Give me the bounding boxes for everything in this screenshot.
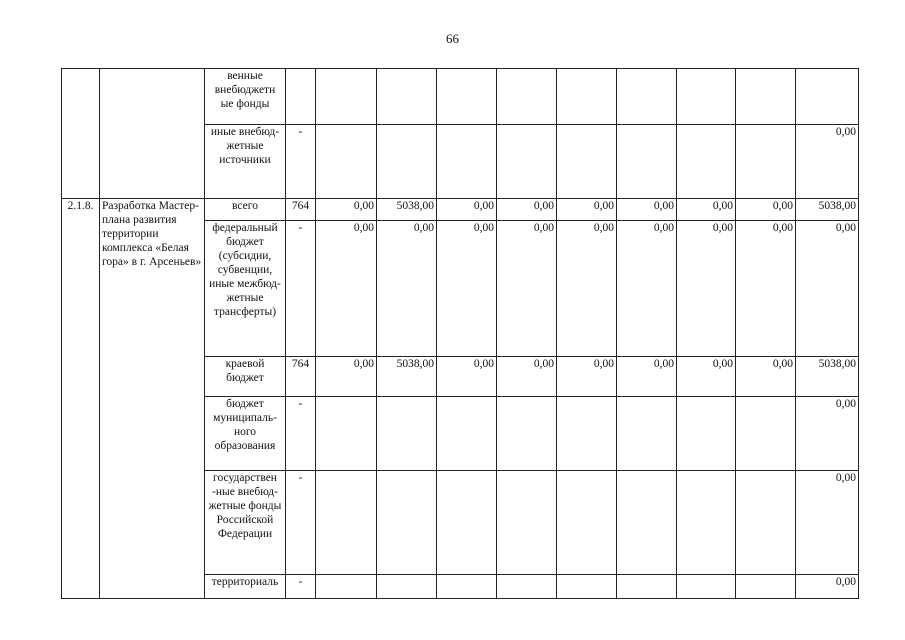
funding-source-cell: государствен -ные внебюд- жетные фонды Российской Федерации: [205, 471, 286, 575]
table-row: [62, 199, 859, 221]
page-number: 66: [446, 31, 459, 46]
value-cell: [736, 471, 796, 575]
funding-source-cell: всего: [205, 199, 286, 221]
continuation-name-cell: [100, 69, 205, 199]
code-cell: -: [286, 125, 316, 199]
value-cell: 0,00: [677, 221, 736, 357]
value-cell: 0,00: [316, 199, 377, 221]
value-cell: [677, 69, 736, 125]
value-cell: 0,00: [617, 199, 677, 221]
value-cell: [437, 575, 497, 599]
value-cell: 0,00: [796, 471, 859, 575]
value-cell: [617, 69, 677, 125]
value-cell: [437, 69, 497, 125]
item-name: Разработка Мастер-плана развития территории комплекса «Белая гора» в г. Арсеньев»: [100, 199, 205, 599]
value-cell: 0,00: [316, 357, 377, 397]
code-cell: -: [286, 221, 316, 357]
value-cell: [677, 397, 736, 471]
funding-source-cell: федеральный бюджет (субсидии, субвенции, иные межбюд- жетные трансферты): [205, 221, 286, 357]
value-cell: 0,00: [796, 221, 859, 357]
value-cell: 0,00: [617, 221, 677, 357]
value-cell: 0,00: [377, 221, 437, 357]
value-cell: 5038,00: [377, 357, 437, 397]
value-cell: [736, 69, 796, 125]
code-cell: 764: [286, 199, 316, 221]
value-cell: [497, 471, 557, 575]
value-cell: [497, 575, 557, 599]
value-cell: 0,00: [316, 221, 377, 357]
value-cell: 0,00: [557, 221, 617, 357]
funding-source-cell: иные внебюд- жетные источники: [205, 125, 286, 199]
code-cell: -: [286, 397, 316, 471]
continuation-number-cell: [62, 69, 100, 199]
funding-source-cell: краевой бюджет: [205, 357, 286, 397]
value-cell: [557, 575, 617, 599]
value-cell: [437, 125, 497, 199]
value-cell: 0,00: [796, 575, 859, 599]
value-cell: [377, 69, 437, 125]
value-cell: 5038,00: [796, 357, 859, 397]
value-cell: 0,00: [736, 221, 796, 357]
value-cell: [677, 575, 736, 599]
value-cell: 0,00: [497, 199, 557, 221]
funding-source-cell: территориаль: [205, 575, 286, 599]
value-cell: 0,00: [617, 357, 677, 397]
budget-table: [61, 68, 859, 599]
value-cell: 0,00: [736, 357, 796, 397]
value-cell: [736, 575, 796, 599]
value-cell: [617, 125, 677, 199]
value-cell: 0,00: [677, 199, 736, 221]
value-cell: 0,00: [497, 221, 557, 357]
value-cell: [796, 69, 859, 125]
value-cell: [316, 397, 377, 471]
value-cell: 0,00: [557, 357, 617, 397]
value-cell: [497, 397, 557, 471]
code-cell: [286, 69, 316, 125]
value-cell: 5038,00: [796, 199, 859, 221]
value-cell: 0,00: [796, 397, 859, 471]
value-cell: [316, 125, 377, 199]
value-cell: 0,00: [437, 357, 497, 397]
value-cell: [377, 397, 437, 471]
value-cell: 0,00: [736, 199, 796, 221]
value-cell: 0,00: [796, 125, 859, 199]
value-cell: [377, 471, 437, 575]
value-cell: [377, 125, 437, 199]
value-cell: [437, 471, 497, 575]
value-cell: [497, 125, 557, 199]
value-cell: [677, 125, 736, 199]
value-cell: [316, 575, 377, 599]
value-cell: [316, 69, 377, 125]
value-cell: [316, 471, 377, 575]
code-cell: -: [286, 575, 316, 599]
value-cell: [736, 125, 796, 199]
value-cell: [437, 397, 497, 471]
item-number: 2.1.8.: [62, 199, 100, 599]
value-cell: [557, 125, 617, 199]
value-cell: [677, 471, 736, 575]
value-cell: 5038,00: [377, 199, 437, 221]
value-cell: 0,00: [437, 221, 497, 357]
table-row: [62, 69, 859, 125]
value-cell: [557, 471, 617, 575]
funding-source-cell: бюджет муниципаль- ного образования: [205, 397, 286, 471]
value-cell: 0,00: [437, 199, 497, 221]
value-cell: [617, 471, 677, 575]
code-cell: -: [286, 471, 316, 575]
value-cell: [557, 69, 617, 125]
value-cell: [557, 397, 617, 471]
value-cell: 0,00: [677, 357, 736, 397]
value-cell: [617, 397, 677, 471]
value-cell: [736, 397, 796, 471]
value-cell: [497, 69, 557, 125]
funding-source-cell: венные внебюджетн ые фонды: [205, 69, 286, 125]
value-cell: [377, 575, 437, 599]
value-cell: [617, 575, 677, 599]
value-cell: 0,00: [557, 199, 617, 221]
value-cell: 0,00: [497, 357, 557, 397]
code-cell: 764: [286, 357, 316, 397]
